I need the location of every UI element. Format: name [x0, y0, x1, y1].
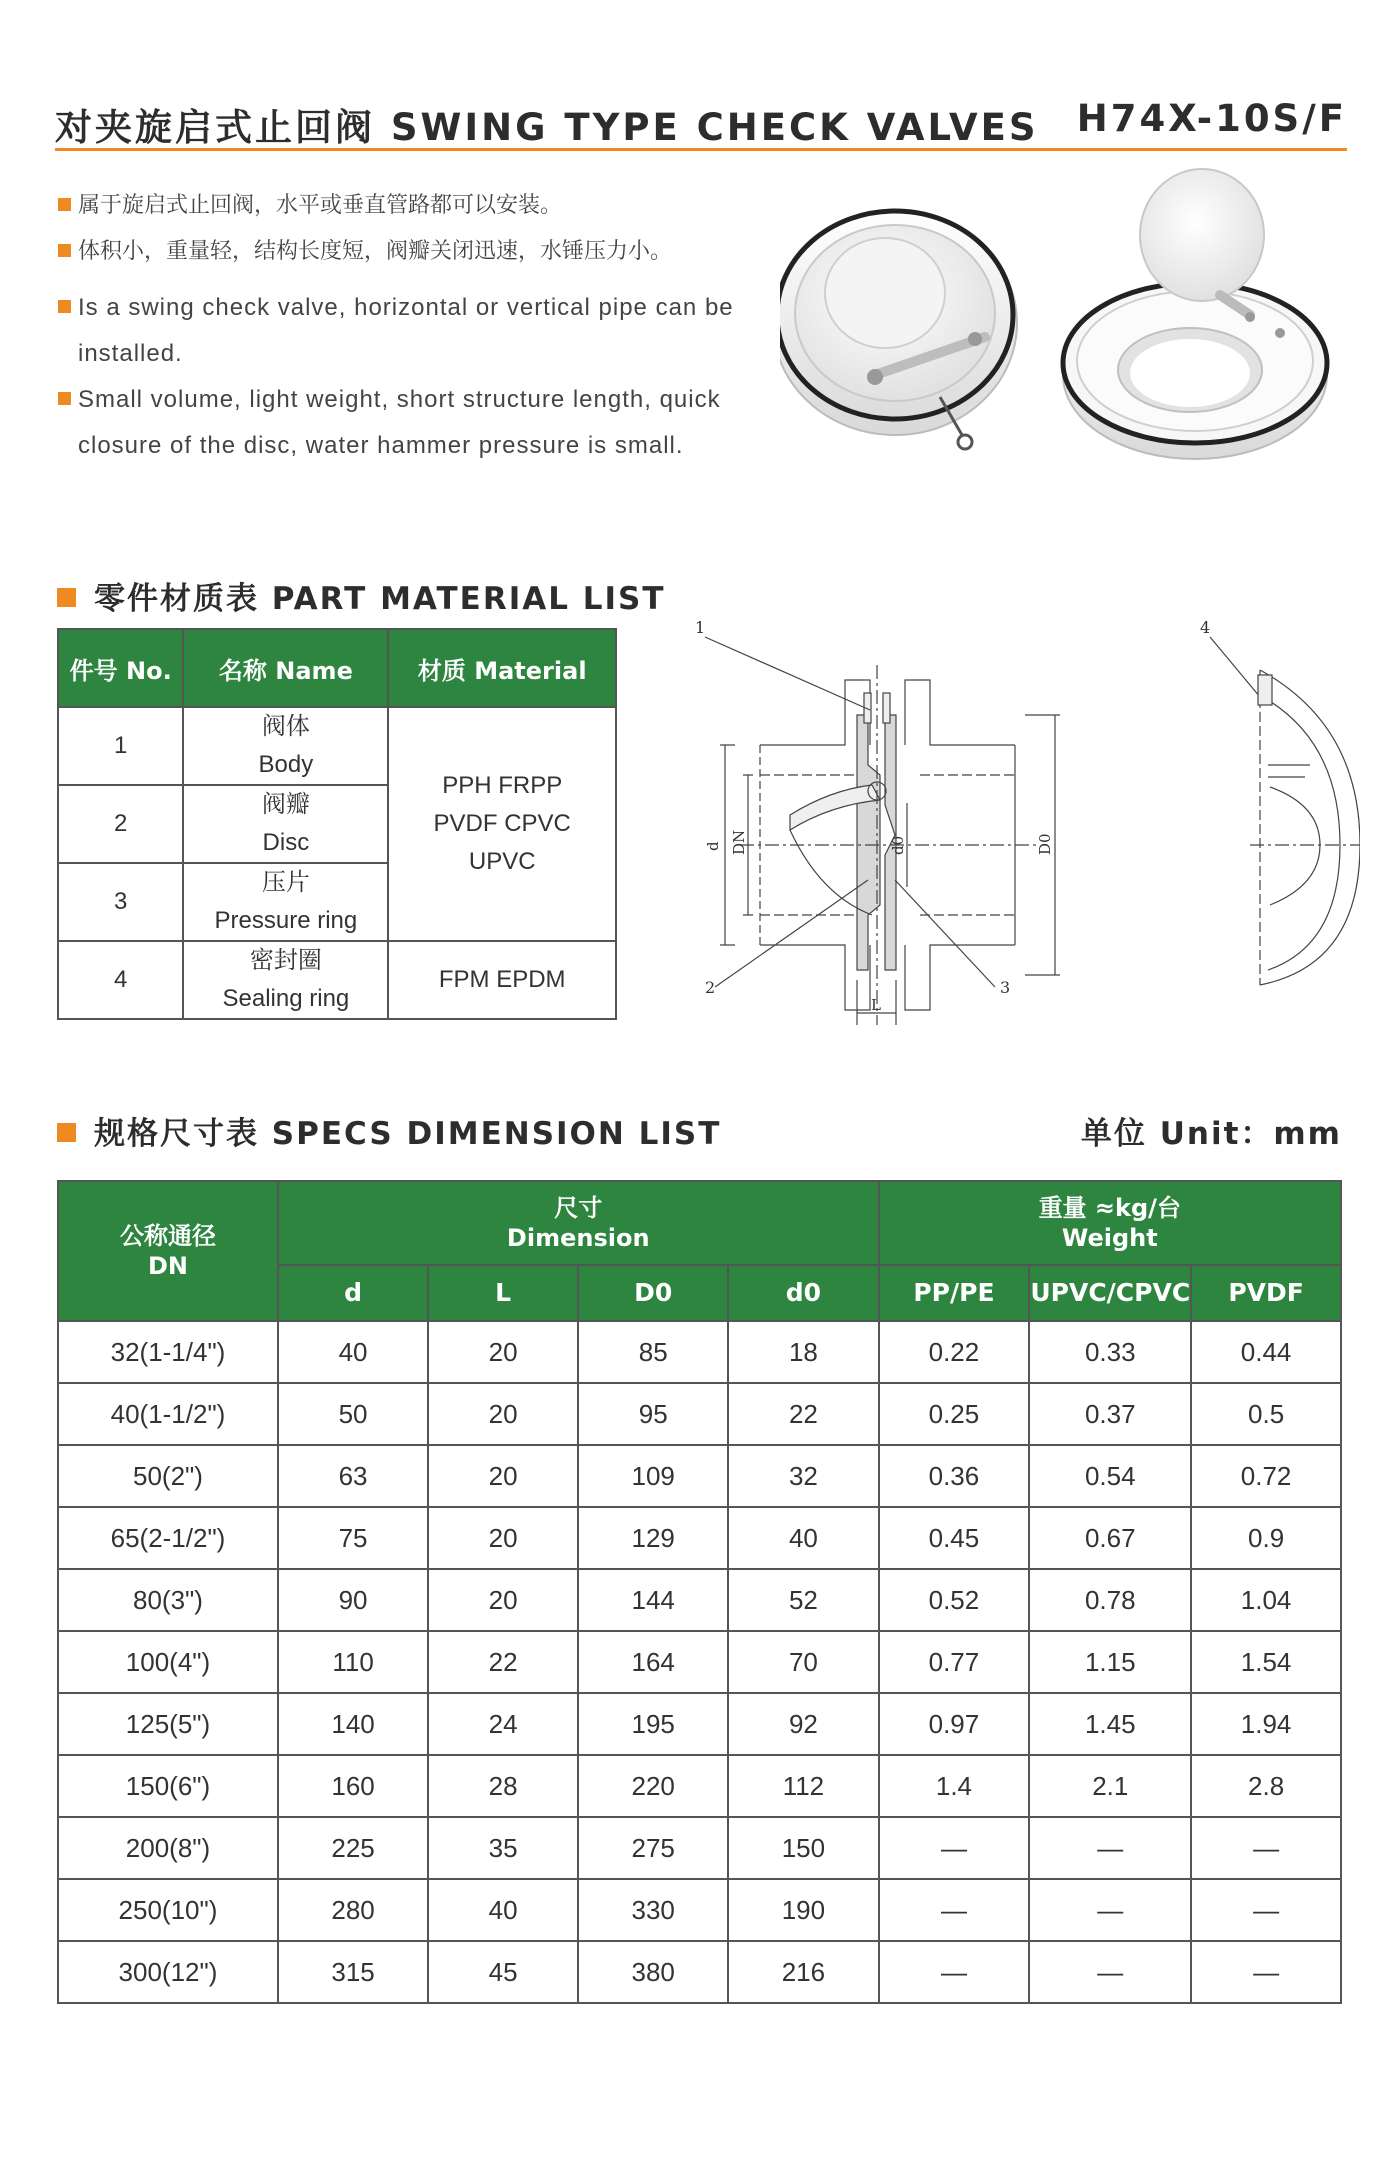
table-cell: 225 — [278, 1817, 428, 1879]
table-cell: 52 — [728, 1569, 878, 1631]
table-cell: 0.44 — [1191, 1321, 1341, 1383]
table-cell: 140 — [278, 1693, 428, 1755]
table-cell: — — [1191, 1879, 1341, 1941]
table-cell: 80(3") — [58, 1569, 278, 1631]
table-cell: 20 — [428, 1445, 578, 1507]
table-cell: 0.36 — [879, 1445, 1030, 1507]
feature-item: Is a swing check valve, horizontal or vertical pipe can be installed. — [58, 285, 738, 377]
table-cell: 50(2") — [58, 1445, 278, 1507]
header-d0: d0 — [728, 1265, 878, 1321]
table-row — [58, 1879, 1341, 1941]
technical-drawing — [640, 615, 1360, 1035]
table-cell: 0.52 — [879, 1569, 1030, 1631]
table-row — [58, 1383, 1341, 1445]
dim-label-dn: DN — [730, 829, 748, 855]
product-photo — [780, 165, 1360, 475]
table-cell: 32 — [728, 1445, 878, 1507]
table-row — [58, 1817, 1341, 1879]
table-header-row — [58, 1181, 1341, 1265]
table-cell: — — [1191, 1817, 1341, 1879]
header-no: 件号 No. — [58, 629, 183, 707]
table-cell: 1.94 — [1191, 1693, 1341, 1755]
page-title: 对夹旋启式止回阀 SWING TYPE CHECK VALVES — [55, 106, 1039, 149]
table-cell: — — [1029, 1941, 1191, 2003]
table-cell: 0.54 — [1029, 1445, 1191, 1507]
table-cell: — — [879, 1817, 1030, 1879]
header-d: d — [278, 1265, 428, 1321]
callout-3: 3 — [1000, 978, 1011, 997]
feature-item: 体积小，重量轻，结构长度短，阀瓣关闭迅速，水锤压力小。 — [58, 229, 738, 275]
table-row — [58, 1631, 1341, 1693]
table-cell: 40 — [728, 1507, 878, 1569]
bullet-square-icon — [58, 198, 71, 211]
table-cell: 22 — [428, 1631, 578, 1693]
part-no: 2 — [58, 785, 183, 863]
table-cell: 0.9 — [1191, 1507, 1341, 1569]
table-cell: 0.5 — [1191, 1383, 1341, 1445]
table-cell: 0.77 — [879, 1631, 1030, 1693]
table-cell: 40(1-1/2") — [58, 1383, 278, 1445]
table-cell: 200(8") — [58, 1817, 278, 1879]
table-cell: 0.67 — [1029, 1507, 1191, 1569]
table-cell: 1.04 — [1191, 1569, 1341, 1631]
table-cell: 125(5") — [58, 1693, 278, 1755]
table-cell: 20 — [428, 1507, 578, 1569]
table-cell: 75 — [278, 1507, 428, 1569]
table-cell: 20 — [428, 1321, 578, 1383]
table-cell: 2.8 — [1191, 1755, 1341, 1817]
table-cell: 250(10") — [58, 1879, 278, 1941]
table-cell: 129 — [578, 1507, 728, 1569]
table-row — [58, 1693, 1341, 1755]
table-cell: 63 — [278, 1445, 428, 1507]
table-cell: 95 — [578, 1383, 728, 1445]
part-material: PPH FRPP PVDF CPVC UPVC — [388, 707, 616, 941]
dim-label-d: d — [704, 841, 722, 851]
table-cell: 1.45 — [1029, 1693, 1191, 1755]
table-cell: 45 — [428, 1941, 578, 2003]
table-cell: 65(2-1/2") — [58, 1507, 278, 1569]
table-row — [58, 1755, 1341, 1817]
specs-table-body — [58, 1321, 1341, 2003]
unit-label: 单位 Unit：mm — [1080, 1116, 1342, 1152]
header-L: L — [428, 1265, 578, 1321]
table-cell: 100(4") — [58, 1631, 278, 1693]
table-cell: 22 — [728, 1383, 878, 1445]
part-material: FPM EPDM — [388, 941, 616, 1019]
table-cell: 40 — [278, 1321, 428, 1383]
table-header-row — [58, 629, 616, 707]
table-cell: 380 — [578, 1941, 728, 2003]
part-name: 压片 Pressure ring — [183, 863, 388, 941]
header-weight: 重量 ≈kg/台 Weight — [879, 1181, 1341, 1265]
table-cell: 0.78 — [1029, 1569, 1191, 1631]
section-square-icon — [57, 588, 76, 607]
table-cell: 0.25 — [879, 1383, 1030, 1445]
table-row — [58, 1941, 1341, 2003]
table-cell: 280 — [278, 1879, 428, 1941]
part-no: 3 — [58, 863, 183, 941]
table-cell: 150 — [728, 1817, 878, 1879]
feature-list — [58, 183, 738, 469]
table-cell: 92 — [728, 1693, 878, 1755]
table-cell: 330 — [578, 1879, 728, 1941]
dim-label-d0: d0 — [889, 835, 907, 855]
header-dn: 公称通径 DN — [58, 1181, 278, 1321]
table-cell: 112 — [728, 1755, 878, 1817]
specs-heading: 规格尺寸表 SPECS DIMENSION LIST — [57, 1108, 721, 1153]
bullet-square-icon — [58, 392, 71, 405]
table-cell: 220 — [578, 1755, 728, 1817]
table-cell: 50 — [278, 1383, 428, 1445]
table-cell: — — [1029, 1879, 1191, 1941]
header-D0: D0 — [578, 1265, 728, 1321]
table-cell: 0.22 — [879, 1321, 1030, 1383]
part-material-heading: 零件材质表 PART MATERIAL LIST — [57, 573, 666, 618]
table-cell: 0.33 — [1029, 1321, 1191, 1383]
table-row — [58, 707, 616, 785]
table-cell: 85 — [578, 1321, 728, 1383]
table-cell: 1.54 — [1191, 1631, 1341, 1693]
header-material: 材质 Material — [388, 629, 616, 707]
header-pvdf: PVDF — [1191, 1265, 1341, 1321]
table-cell: 20 — [428, 1383, 578, 1445]
table-cell: 164 — [578, 1631, 728, 1693]
feature-item: Small volume, light weight, short structure length, quick closure of the disc, water hammer pressure is small. — [58, 377, 738, 469]
table-cell: 40 — [428, 1879, 578, 1941]
table-cell: 35 — [428, 1817, 578, 1879]
table-cell: 190 — [728, 1879, 878, 1941]
table-cell: 150(6") — [58, 1755, 278, 1817]
dim-label-D0: D0 — [1036, 833, 1054, 855]
table-cell: 315 — [278, 1941, 428, 2003]
table-cell: 216 — [728, 1941, 878, 2003]
part-no: 1 — [58, 707, 183, 785]
table-cell: 110 — [278, 1631, 428, 1693]
table-cell: 24 — [428, 1693, 578, 1755]
table-cell: 20 — [428, 1569, 578, 1631]
part-name: 密封圈 Sealing ring — [183, 941, 388, 1019]
table-cell: 70 — [728, 1631, 878, 1693]
table-row — [58, 1321, 1341, 1383]
table-cell: 2.1 — [1029, 1755, 1191, 1817]
table-cell: 109 — [578, 1445, 728, 1507]
table-cell: 90 — [278, 1569, 428, 1631]
table-cell: 1.15 — [1029, 1631, 1191, 1693]
table-cell: 0.37 — [1029, 1383, 1191, 1445]
part-no: 4 — [58, 941, 183, 1019]
table-cell: 144 — [578, 1569, 728, 1631]
dim-label-L: L — [871, 996, 881, 1014]
header-dimension: 尺寸 Dimension — [278, 1181, 879, 1265]
table-cell: 160 — [278, 1755, 428, 1817]
table-cell: 1.4 — [879, 1755, 1030, 1817]
table-row — [58, 1569, 1341, 1631]
header-pp-pe: PP/PE — [879, 1265, 1030, 1321]
page-header — [55, 95, 1347, 151]
table-row — [58, 1445, 1341, 1507]
specs-dimension-table — [57, 1180, 1342, 2004]
table-cell: — — [1191, 1941, 1341, 2003]
bullet-square-icon — [58, 244, 71, 257]
table-cell: — — [879, 1879, 1030, 1941]
table-cell: 0.45 — [879, 1507, 1030, 1569]
table-cell: 28 — [428, 1755, 578, 1817]
callout-1: 1 — [695, 618, 706, 637]
table-cell: 300(12") — [58, 1941, 278, 2003]
part-name: 阀瓣 Disc — [183, 785, 388, 863]
bullet-square-icon — [58, 300, 71, 313]
header-upvc-cpvc: UPVC/CPVC — [1029, 1265, 1191, 1321]
table-cell: — — [1029, 1817, 1191, 1879]
table-cell: 32(1-1/4") — [58, 1321, 278, 1383]
table-cell: 18 — [728, 1321, 878, 1383]
table-cell: 275 — [578, 1817, 728, 1879]
callout-2: 2 — [705, 978, 716, 997]
header-name: 名称 Name — [183, 629, 388, 707]
table-cell: 0.97 — [879, 1693, 1030, 1755]
part-name: 阀体 Body — [183, 707, 388, 785]
model-number: H74X-10S/F — [1076, 97, 1347, 140]
section-square-icon — [57, 1123, 76, 1142]
table-cell: 0.72 — [1191, 1445, 1341, 1507]
table-row — [58, 1507, 1341, 1569]
table-cell: — — [879, 1941, 1030, 2003]
table-row — [58, 941, 616, 1019]
callout-4: 4 — [1200, 618, 1211, 637]
part-material-table — [57, 628, 617, 1020]
table-cell: 195 — [578, 1693, 728, 1755]
feature-item: 属于旋启式止回阀，水平或垂直管路都可以安装。 — [58, 183, 738, 229]
